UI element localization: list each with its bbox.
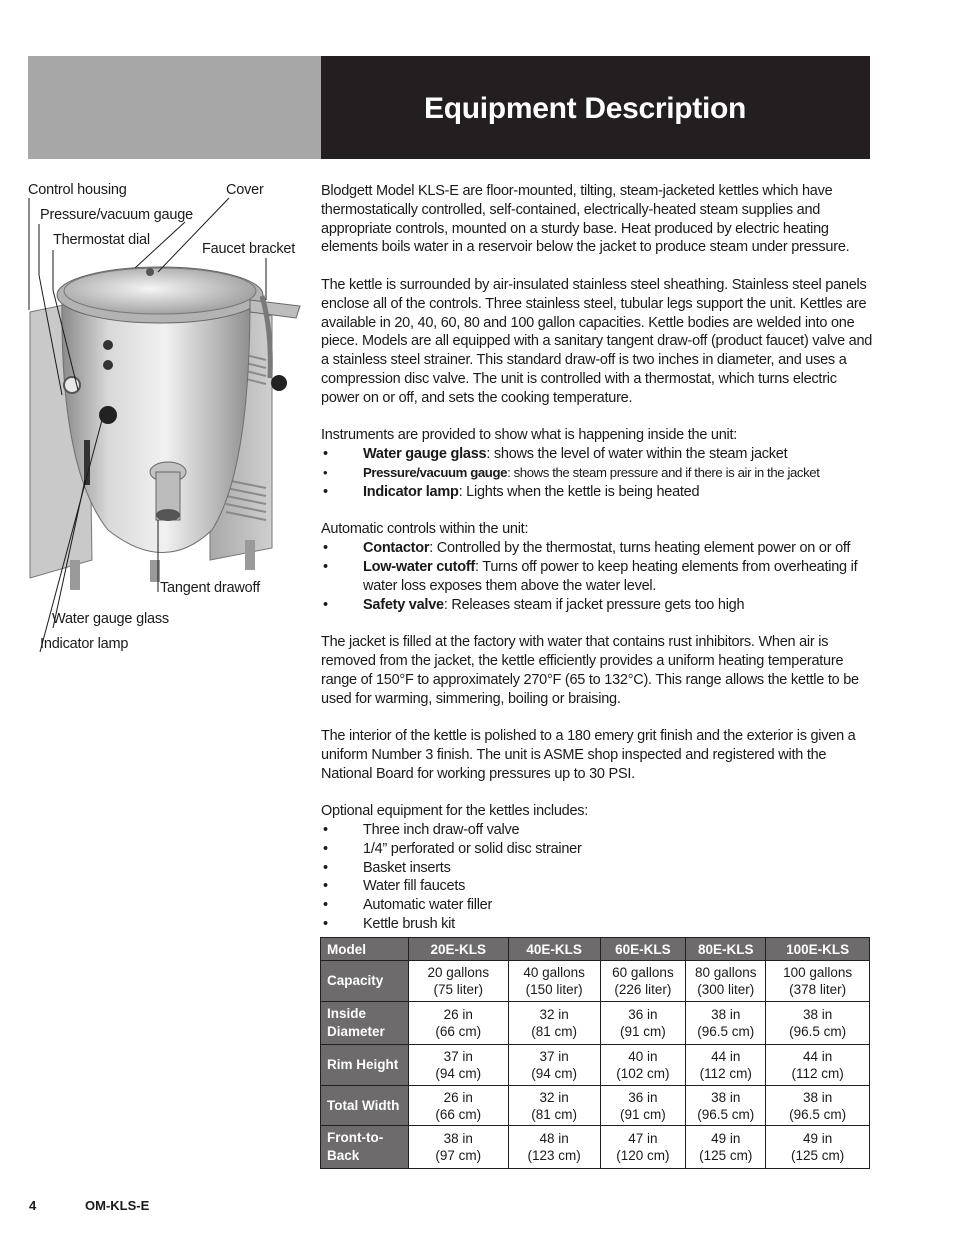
table-cell: 44 in (112 cm) <box>766 1045 870 1086</box>
table-cell: 47 in (120 cm) <box>600 1126 686 1169</box>
table-row-label: Inside Diameter <box>321 1002 409 1045</box>
callout-tangent-drawoff: Tangent drawoff <box>160 580 260 596</box>
optional-intro: Optional equipment for the kettles includes: <box>321 803 589 820</box>
table-cell: 36 in (91 cm) <box>600 1002 686 1045</box>
table-cell: 26 in (66 cm) <box>408 1086 508 1126</box>
table-cell: 38 in (97 cm) <box>408 1126 508 1169</box>
table-header-cell: 80E-KLS <box>686 938 766 961</box>
list-item: • Indicator lamp: Lights when the kettle is being heated <box>323 483 700 500</box>
callout-indicator-lamp: Indicator lamp <box>40 636 129 652</box>
table-cell: 40 in (102 cm) <box>600 1045 686 1086</box>
table-header-model: Model <box>321 938 409 961</box>
table-cell: 44 in (112 cm) <box>686 1045 766 1086</box>
list-item: • 1/4” perforated or solid disc strainer <box>323 840 582 857</box>
controls-list <box>321 539 873 614</box>
table-cell: 100 gallons (378 liter) <box>766 961 870 1002</box>
table-cell: 38 in (96.5 cm) <box>686 1086 766 1126</box>
list-item: • Low-water cutoff: Turns off power to keep heating elements from overheating if water loss exposes them above the water level. <box>323 558 858 594</box>
list-item: • Pressure/vacuum gauge: shows the steam pressure and if there is air in the jacket <box>323 464 820 480</box>
instruments-intro: Instruments are provided to show what is happening inside the unit: <box>321 427 738 444</box>
table-cell: 37 in (94 cm) <box>408 1045 508 1086</box>
table-cell: 49 in (125 cm) <box>766 1126 870 1169</box>
callout-thermostat-dial: Thermostat dial <box>53 232 150 248</box>
table-cell: 60 gallons (226 liter) <box>600 961 686 1002</box>
kettle-illustration <box>0 0 320 700</box>
list-item: • Water fill faucets <box>323 878 466 895</box>
list-item: • Kettle brush kit <box>323 916 455 933</box>
table-row <box>321 961 870 1002</box>
table-cell: 38 in (96.5 cm) <box>686 1002 766 1045</box>
table-cell: 20 gallons (75 liter) <box>408 961 508 1002</box>
table-cell: 49 in (125 cm) <box>686 1126 766 1169</box>
table-header-cell: 60E-KLS <box>600 938 686 961</box>
optional-equipment-list <box>321 821 873 934</box>
table-cell: 38 in (96.5 cm) <box>766 1002 870 1045</box>
table-header-row <box>321 938 870 961</box>
table-cell: 80 gallons (300 liter) <box>686 961 766 1002</box>
table-row-label: Total Width <box>321 1086 409 1126</box>
callout-pressure-vacuum-gauge: Pressure/vacuum gauge <box>40 207 193 223</box>
table-row-label: Rim Height <box>321 1045 409 1086</box>
callout-control-housing: Control housing <box>28 182 127 198</box>
header-dark-block <box>321 56 870 159</box>
list-item: • Basket inserts <box>323 859 451 876</box>
table-row <box>321 1045 870 1086</box>
table-row-label: Capacity <box>321 961 409 1002</box>
table-cell: 38 in (96.5 cm) <box>766 1086 870 1126</box>
list-item: • Safety valve: Releases steam if jacket pressure gets too high <box>323 596 745 613</box>
page-title: Equipment Description <box>424 92 747 125</box>
callout-faucet-bracket: Faucet bracket <box>202 241 296 257</box>
table-row <box>321 1002 870 1045</box>
table-row <box>321 1126 870 1169</box>
table-cell: 37 in (94 cm) <box>508 1045 600 1086</box>
table-row-label: Front-to- Back <box>321 1126 409 1169</box>
paragraph-finish: The interior of the kettle is polished to a 180 emery grit finish and the exterior is given a uniform Number 3 finish. The unit is ASME shop inspected and registered with the National Board for working pressures up to 30 PSI. <box>321 728 856 782</box>
table-cell: 26 in (66 cm) <box>408 1002 508 1045</box>
page-number: 4 <box>29 1198 37 1213</box>
table-cell: 32 in (81 cm) <box>508 1002 600 1045</box>
list-item: • Contactor: Controlled by the thermostat, turns heating element power on or off <box>323 540 851 557</box>
list-item: • Three inch draw-off valve <box>323 822 520 839</box>
table-cell: 32 in (81 cm) <box>508 1086 600 1126</box>
instruments-list <box>321 445 873 501</box>
table-cell: 48 in (123 cm) <box>508 1126 600 1169</box>
table-row <box>321 1086 870 1126</box>
description-body <box>321 182 873 934</box>
table-header-cell: 100E-KLS <box>766 938 870 961</box>
document-code: OM-KLS-E <box>85 1198 150 1213</box>
paragraph-intro: Blodgett Model KLS-E are floor-mounted, tilting, steam-jacketed kettles which have thermostatically controlled, self-contained, electrically-heated steam supplies and appropriate controls, mounted on a sturdy base. Heat produced by electric heating elements boils water in a reservoir below the jacket to produce steam under pressure. <box>321 183 850 256</box>
callout-cover: Cover <box>226 182 264 198</box>
paragraph-construction: The kettle is surrounded by air-insulated stainless steel sheathing. Stainless steel panels enclose all of the controls. Three stainless steel, tubular legs support the unit. Kettles are available in 20, 40, 60, 80 and 100 gallon capacities. Kettle bodies are welded into one piece. Models are all equipped with a sanitary tangent draw-off (product faucet) valve and a stainless steel strainer. This standard draw-off is two inches in diameter, and uses a compression disc valve. The unit is controlled with a thermostat, which turns electric power on or off, and sets the cooking temperature. <box>321 276 873 406</box>
table-cell: 36 in (91 cm) <box>600 1086 686 1126</box>
paragraph-jacket: The jacket is filled at the factory with water that contains rust inhibitors. When air is removed from the jacket, the kettle efficiently provides a uniform heating temperature range of 150°F to approximately 270°F (65 to 132°C). This range allows the kettle to be used for warming, simmering, boiling or braising. <box>321 634 859 707</box>
list-item: • Automatic water filler <box>323 897 493 914</box>
table-header-cell: 40E-KLS <box>508 938 600 961</box>
spec-table <box>320 937 870 1169</box>
list-item: • Water gauge glass: shows the level of water within the steam jacket <box>323 446 788 463</box>
callout-water-gauge-glass: Water gauge glass <box>52 611 169 627</box>
controls-intro: Automatic controls within the unit: <box>321 521 529 538</box>
table-cell: 40 gallons (150 liter) <box>508 961 600 1002</box>
table-header-cell: 20E-KLS <box>408 938 508 961</box>
